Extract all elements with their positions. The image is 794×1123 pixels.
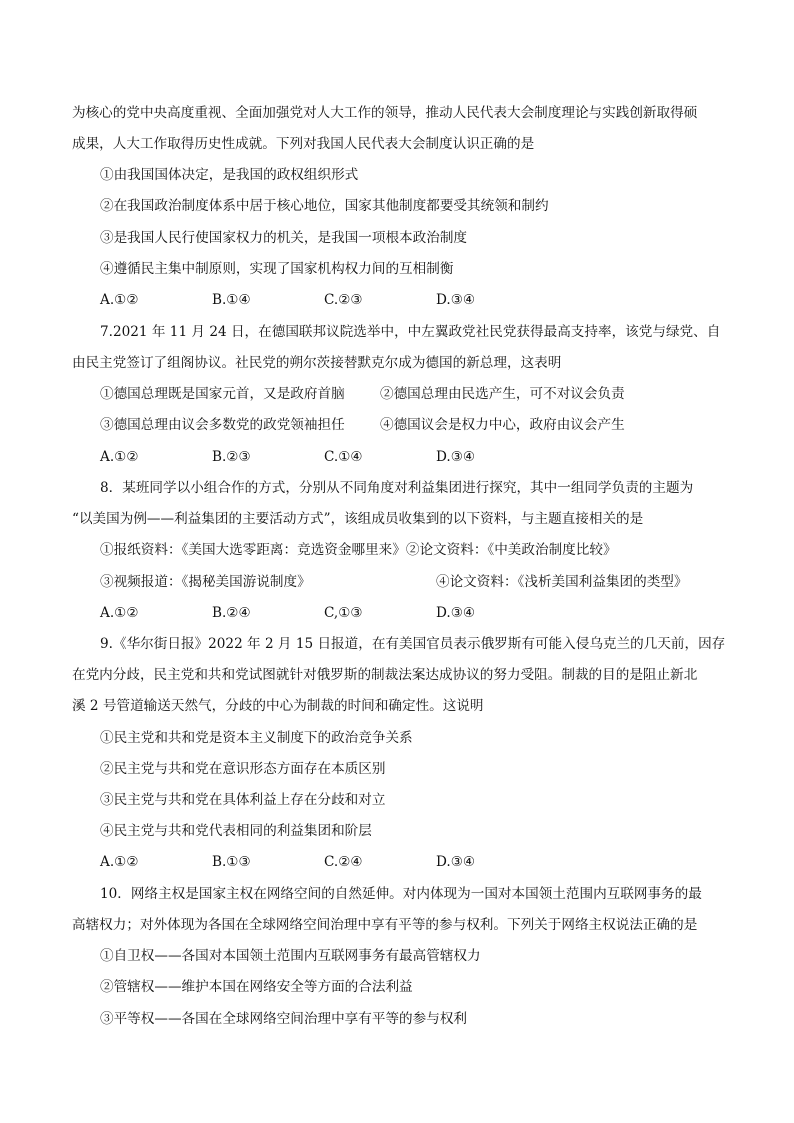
q7-option-4: ④德国议会是权力中心，政府由议会产生	[380, 417, 625, 433]
q8-option-1-2: ①报纸资料：《美国大选零距离：竞选资金哪里来》②论文资料：《中美政治制度比较》	[100, 542, 617, 558]
q7-stem-line-2: 由民主党签订了组阁协议。社民党的朔尔茨接替默克尔成为德国的新总理，这表明	[72, 355, 562, 371]
q8-answer-d: D.③④	[436, 605, 476, 621]
q9-option-3: ③民主党与共和党在具体利益上存在分歧和对立	[100, 792, 386, 808]
q8-answer-b: B.②④	[212, 605, 251, 621]
q9-option-1: ①民主党和共和党是资本主义制度下的政治竞争关系	[100, 730, 413, 746]
q9-option-2: ②民主党与共和党在意识形态方面存在本质区别	[100, 761, 386, 777]
q8-stem-line-1: 8．某班同学以小组合作的方式，分别从不同角度对利益集团进行探究，其中一组同学负责的主题为	[100, 480, 694, 496]
q8-stem-line-2: “以美国为例——利益集团的主要活动方式”，该组成员收集到的以下资料，与主题直接相关的是	[72, 511, 644, 527]
q8-answer-a: A.①②	[100, 605, 139, 621]
q9-stem-line-2: 在党内分歧，民主党和共和党试图就针对俄罗斯的制裁法案达成协议的努力受阻。制裁的目的是阻止新北	[72, 667, 698, 683]
q9-answer-b: B.①③	[212, 854, 251, 870]
q10-option-2: ②管辖权——维护本国在网络安全等方面的合法利益	[100, 979, 413, 995]
q9-answer-d: D.③④	[436, 854, 476, 870]
q7-answer-b: B.②③	[212, 449, 251, 465]
q7-option-1: ①德国总理既是国家元首，又是政府首脑	[100, 386, 345, 402]
q6-stem-line-2: 成果，人大工作取得历史性成就。下列对我国人民代表大会制度认识正确的是	[72, 136, 535, 152]
q9-stem-line-1: 9.《华尔街日报》2022 年 2 月 15 日报道，在有美国官员表示俄罗斯有可能入侵乌克兰的几天前，因存	[100, 636, 726, 652]
q6-option-4: ④遵循民主集中制原则，实现了国家机构权力间的互相制衡	[100, 261, 454, 277]
q6-answer-d: D.③④	[436, 292, 476, 308]
q6-answer-c: C.②③	[324, 292, 363, 308]
q7-option-3: ③德国总理由议会多数党的政党领袖担任	[100, 417, 345, 433]
q9-answer-a: A.①②	[100, 854, 139, 870]
q7-answer-c: C.①④	[324, 449, 363, 465]
q9-option-4: ④民主党与共和党代表相同的利益集团和阶层	[100, 823, 372, 839]
q8-answer-c: C,①③	[324, 605, 363, 621]
q7-stem-line-1: 7.2021 年 11 月 24 日，在德国联邦议院选举中，中左翼政党社民党获得最高支持率，该党与绿党、自	[100, 324, 721, 340]
q6-option-1: ①由我国国体决定，是我国的政权组织形式	[100, 167, 359, 183]
q10-option-3: ③平等权——各国在全球网络空间治理中享有平等的参与权利	[100, 1011, 468, 1027]
q9-answer-c: C.②④	[324, 854, 363, 870]
q6-stem-line-1: 为核心的党中央高度重视、全面加强党对人大工作的领导，推动人民代表大会制度理论与实践创新取得硕	[72, 105, 698, 121]
q8-option-4: ④论文资料：《浅析美国利益集团的类型》	[436, 574, 688, 590]
q6-answer-a: A.①②	[100, 292, 139, 308]
q9-stem-line-3: 溪 2 号管道输送天然气，分歧的中心为制裁的时间和确定性。这说明	[72, 698, 484, 714]
q8-option-3: ③视频报道：《揭秘美国游说制度》	[100, 574, 311, 590]
q6-answer-b: B.①④	[212, 292, 251, 308]
q7-option-2: ②德国总理由民选产生，可不对议会负责	[380, 386, 625, 402]
q7-answer-a: A.①②	[100, 449, 139, 465]
q6-option-2: ②在我国政治制度体系中居于核心地位，国家其他制度都要受其统领和制约	[100, 198, 549, 214]
q10-stem-line-2: 高辖权力；对外体现为各国在全球网络空间治理中享有平等的参与权利。下列关于网络主权说法正确的是	[72, 917, 698, 933]
q10-option-1: ①自卫权——各国对本国领土范围内互联网事务有最高管辖权力	[100, 948, 481, 964]
q7-answer-d: D.③④	[436, 449, 476, 465]
q10-stem-line-1: 10．网络主权是国家主权在网络空间的自然延伸。对内体现为一国对本国领土范围内互联网事务的最	[100, 886, 702, 902]
q6-option-3: ③是我国人民行使国家权力的机关，是我国一项根本政治制度	[100, 230, 468, 246]
